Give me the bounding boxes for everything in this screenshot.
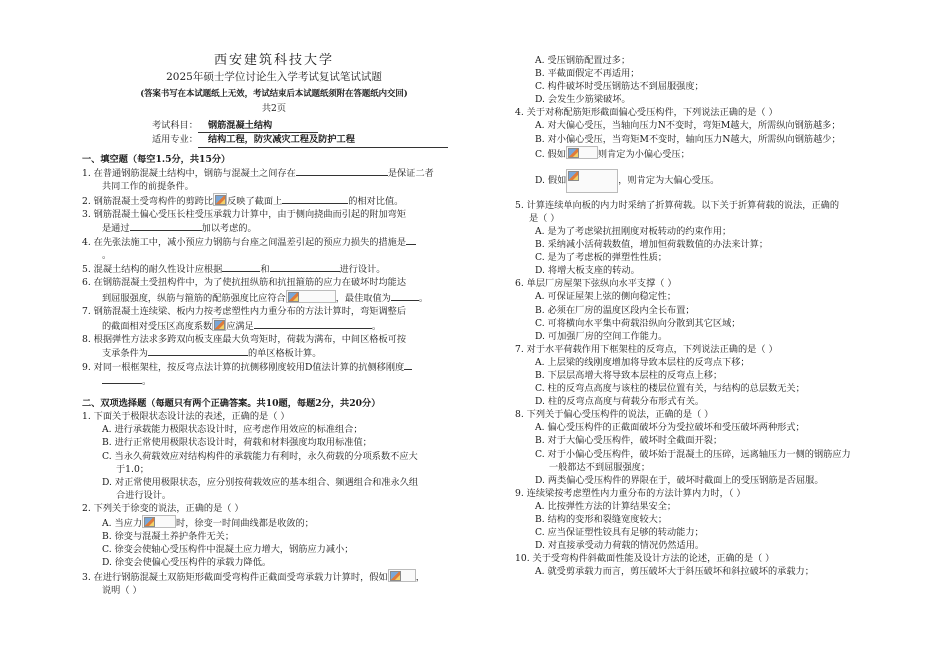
fill-q7: 7. 钢筋混凝土连续梁、板内力按考虑塑性内力重分布的方法计算时，弯矩调整后 — [82, 305, 407, 317]
left-column — [82, 0, 466, 598]
choice-q6-c: C. 可将横向水平集中荷载沿纵向分散到其它区域； — [535, 317, 741, 329]
formula-image-icon — [388, 569, 416, 582]
choice-q8-d: D. 两类偏心受压构件的界限在于，破坏时截面上的受压钢筋是否屈服。 — [535, 474, 824, 486]
choice-q4-a: A. 对大偏心受压，当轴向压力N不变时，弯矩M越大，所需纵向钢筋越多； — [535, 120, 841, 132]
formula-image-icon — [566, 146, 598, 159]
choice-q7-a: A. 上层梁的线刚度增加将导致本层柱的反弯点下移； — [535, 356, 750, 368]
choice-q1-c-cont: 于1.0； — [116, 463, 149, 475]
choice-q7-c: C. 柱的反弯点高度与该柱的楼层位置有关，与结构的总层数无关； — [535, 383, 805, 395]
choice-q1-a: A. 进行承载能力极限状态设计时，应考虑作用效应的标准组合； — [102, 424, 363, 436]
choice-q1-c: C. 当永久荷载效应对结构构件的承载能力有利时，永久荷载的分项系数不应大 — [102, 450, 418, 462]
formula-image-icon — [566, 169, 618, 193]
choice-q1-d-cont: 合进行设计。 — [116, 489, 172, 501]
major-line — [82, 133, 466, 147]
subject-value: 钢筋混凝土结构 — [198, 119, 318, 133]
choice-q2: 2. 下列关于徐变的说法，正确的是（ ） — [82, 502, 244, 514]
fill-q6: 6. 在钢筋混凝土受扭构件中，为了使抗扭纵筋和抗扭箍筋的应力在破坏时均能达 — [82, 277, 407, 289]
choice-q8-c: C. 对于小偏心受压构件，破坏始于混凝土的压碎，远离轴压力一侧的钢筋应力 — [535, 448, 851, 460]
fill-q4-cont: 。 — [102, 250, 112, 262]
formula-image-icon — [213, 193, 227, 206]
choice-q6-a: A. 可保证屋架上弦的侧向稳定性； — [535, 291, 677, 303]
fill-q8: 8. 根据弹性方法求多跨双向板支座最大负弯矩时，荷载为满布，中间区格板可按 — [82, 333, 407, 345]
choice-q5: 5. 计算连续单向板的内力时采纳了折算荷载。以下关于折算荷载的说法，正确的 — [515, 199, 840, 211]
choice-q3-b: B. 平截面假定不再适用； — [535, 68, 640, 80]
section2-title: 二、双项选择题（每题只有两个正确答案。共10题，每题2分，共20分） — [82, 398, 381, 410]
choice-q4-c: C. 假如 则肯定为小偏心受压； — [515, 146, 867, 161]
choice-q8-c-cont: 一般都达不到屈服强度； — [549, 461, 651, 473]
choice-q3-d: D. 会发生少筋梁破坏。 — [535, 94, 631, 106]
choice-q5-c: C. 是为了考虑板的弹塑性性质； — [535, 252, 667, 264]
choice-q9-b: B. 结构的变形和裂缝宽度较大； — [535, 514, 668, 525]
choice-q1-d: D. 对正常使用极限状态，应分别按荷载效应的基本组合、频遇组合和准永久组 — [102, 476, 419, 488]
choice-q9-c: C. 应当保证塑性铰具有足够的转动能力； — [535, 527, 704, 539]
choice-q4-d: D. 假如 ，则肯定为大偏心受压。 — [515, 169, 867, 193]
choice-q3-cont: 说明（ ） — [102, 585, 142, 597]
fill-q1-cont: 共同工作的前提条件。 — [102, 180, 194, 192]
choice-q3-a: A. 受压钢筋配置过多； — [535, 55, 631, 66]
fill-q7-cont: 的截面相对受压区高度系数 应满足 。 — [82, 318, 466, 333]
subject-line — [82, 119, 466, 133]
fill-q9: 9. 对同一根框架柱，按反弯点法计算的抗侧移刚度较用D值法计算的抗侧移刚度 — [82, 360, 466, 374]
choice-q4: 4. 关于对称配筋矩形截面偏心受压构件，下列说法正确的是（ ） — [515, 107, 778, 119]
fill-q9-cont: 。 — [82, 374, 466, 388]
choice-q3-c: C. 构件破坏时受压钢筋达不到屈服强度； — [535, 81, 704, 93]
choice-q8-a: A. 偏心受压构件的正截面破坏分为受拉破坏和受压破坏两种形式； — [535, 422, 805, 434]
choice-q7-b: B. 下层层高增大将导致本层柱的反弯点上移； — [535, 369, 723, 381]
right-column — [515, 54, 867, 578]
choice-q4-b: B. 对小偏心受压，当弯矩M不变时，轴向压力N越大，所需纵向钢筋越少； — [535, 133, 841, 145]
choice-q2-a: A. 当应力 时，徐变一时间曲线都是收敛的； — [82, 515, 466, 530]
fill-q2: 2. 钢筋混凝土受弯构件的剪跨比 反映了截面上 的相对比值。 — [82, 193, 466, 208]
formula-image-icon — [286, 290, 336, 303]
fill-q8-cont: 支承条件为 的单区格板计算。 — [102, 347, 322, 359]
formula-image-icon — [142, 515, 176, 528]
choice-q5-cont: 是（ ） — [529, 212, 560, 224]
university-name: 西安建筑科技大学 — [213, 53, 334, 68]
choice-q6-d: D. 可加强厂房的空间工作能力。 — [535, 330, 668, 342]
choice-q9-a: A. 比按弹性方法的计算结果安全； — [535, 500, 677, 512]
choice-q6: 6. 单层厂房屋架下弦纵向水平支撑（ ） — [515, 278, 677, 290]
choice-q7-d: D. 柱的反弯点高度与荷载分布形式有关。 — [535, 396, 705, 408]
choice-q8: 8. 下列关于偏心受压构件的说法，正确的是（ ） — [515, 409, 714, 421]
fill-q5: 5. 混凝土结构的耐久性设计应根据 和 进行设计。 — [82, 264, 386, 276]
choice-q10-a: A. 就受剪承载力而言，剪压破坏大于斜压破坏和斜拉破坏的承载力； — [535, 566, 814, 578]
choice-q5-d: D. 将增大板支座的转动。 — [535, 265, 640, 277]
choice-q9: 9. 连续梁按考虑塑性内力重分布的方法计算内力时，（ ） — [515, 487, 746, 499]
choice-q8-b: B. 对于大偏心受压构件，破坏时全截面开裂； — [535, 435, 723, 447]
major-value: 结构工程，防灾减灾工程及防护工程 — [198, 133, 448, 147]
major-label: 适用专业： — [152, 134, 198, 146]
fill-q3-cont: 是通过 加以考虑的。 — [102, 223, 257, 235]
choice-q10: 10. 关于受弯构件斜截面性能及设计方法的论述，正确的是（ ） — [515, 553, 775, 565]
choice-q2-b: B. 徐变与混凝土养护条件无关； — [102, 531, 235, 543]
subject-label: 考试科目： — [152, 120, 198, 132]
section1-title: 一、填空题（每空1.5分，共15分） — [82, 153, 231, 165]
fill-q4: 4. 在先张法施工中，减小预应力钢筋与台座之间温差引起的预应力损失的措施是 — [82, 235, 466, 249]
choice-q5-b: B. 采纳减小活荷载数值，增加恒荷载数值的办法来计算； — [535, 239, 769, 251]
choice-q6-b: B. 必须在厂房的温度区段内全长布置； — [535, 304, 695, 316]
fill-q1: 1. 在普通钢筋混凝土结构中，钢筋与混凝土之间存在 是保证二者 — [82, 167, 434, 179]
choice-q3: 3. 在进行钢筋混凝土双筋矩形截面受弯构件正截面受弯承载力计算时，假如 ， — [82, 569, 466, 584]
choice-q7: 7. 对于水平荷载作用下框架柱的反弯点，下列说法正确的是（ ） — [515, 343, 778, 355]
choice-q2-c: C. 徐变会使轴心受压构件中混凝土应力增大，钢筋应力减小； — [102, 544, 354, 556]
choice-q5-a: A. 是为了考虑梁抗扭刚度对板转动的约束作用； — [535, 225, 732, 237]
choice-q1: 1. 下面关于极限状态设计法的表述，正确的是（ ） — [82, 411, 290, 423]
fill-q3: 3. 钢筋混凝土偏心受压长柱受压承载力计算中，由于侧向挠曲而引起的附加弯矩 — [82, 208, 407, 220]
exam-title: 2025年硕士学位讨论生入学考试复试笔试试题 — [166, 71, 382, 84]
choice-q1-b: B. 进行正常使用极限状态设计时，荷载和材料强度均取用标准值； — [102, 437, 372, 449]
page-count: 共2页 — [261, 103, 287, 115]
exam-note: (答案书写在本试题纸上无效，考试结束后本试题纸须附在答题纸内交回) — [140, 88, 408, 99]
choice-q9-d: D. 对直接承受动力荷载的情况仍然适用。 — [535, 540, 705, 552]
formula-image-icon — [212, 318, 226, 331]
choice-q2-d: D. 徐变会使偏心受压构件的承载力降低。 — [102, 557, 272, 569]
fill-q6-cont: 到屈服强度，纵筋与箍筋的配筋强度比应符合 ，最佳取值为 。 — [82, 290, 466, 305]
